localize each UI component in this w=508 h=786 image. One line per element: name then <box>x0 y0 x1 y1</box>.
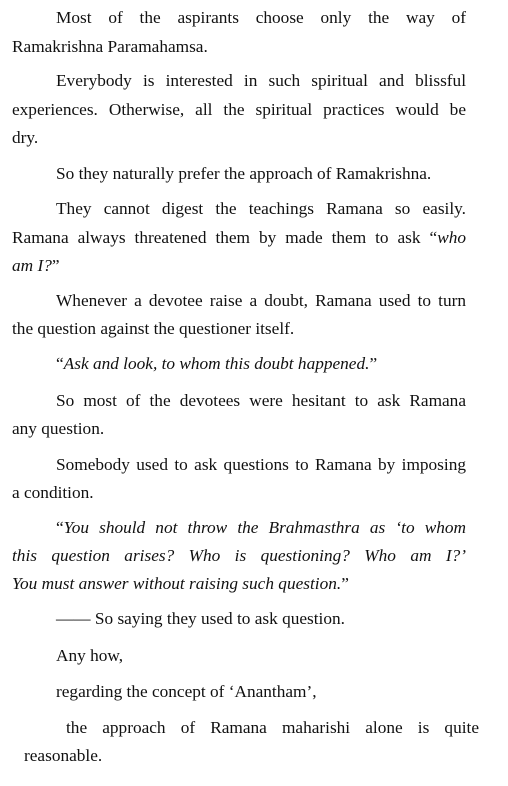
paragraph-1-line-1: Most of the aspirants choose only the way of <box>56 8 466 27</box>
paragraph-9-italic-3: You must answer without raising such question. <box>12 574 342 593</box>
paragraph-6-close-quote: ” <box>369 354 378 373</box>
paragraph-10-line-1: —— So saying they used to ask question. <box>56 609 345 628</box>
paragraph-3-line-1: So they naturally prefer the approach of Ramakrishna. <box>56 164 432 183</box>
paragraph-4-line-2-text: Ramana always threatened them by made them to ask “ <box>12 228 438 247</box>
paragraph-2-line-2: experiences. Otherwise, all the spiritual practices would be <box>12 100 466 119</box>
paragraph-1-line-2: Ramakrishna Paramahamsa. <box>12 37 208 56</box>
paragraph-4-line-3-italic: am I? <box>12 256 52 275</box>
paragraph-2-line-3: dry. <box>12 128 39 147</box>
paragraph-5-line-1: Whenever a devotee raise a doubt, Ramana used to turn <box>56 291 466 310</box>
paragraph-8-line-1: Somebody used to ask questions to Ramana by imposing <box>56 455 466 474</box>
paragraph-13-line-2: reasonable. <box>24 746 103 765</box>
paragraph-9-line-3 <box>12 573 349 595</box>
paragraph-6-quote <box>56 353 377 375</box>
paragraph-9-open-quote: “ <box>56 518 64 537</box>
paragraph-11-line-1: Any how, <box>56 646 124 665</box>
paragraph-9-line-2: this question arises? Who is questioning? Who am I?’ <box>12 546 466 565</box>
paragraph-6-open-quote: “ <box>56 354 64 373</box>
paragraph-9-italic-1: You should not throw the Brahmasthra as ‘to whom <box>63 518 466 537</box>
paragraph-9-line-1 <box>56 517 466 539</box>
paragraph-9-close-quote: ” <box>341 574 349 593</box>
paragraph-4-line-2-italic: who <box>437 228 466 247</box>
paragraph-6-italic: Ask and look, to whom this doubt happened. <box>63 354 370 373</box>
paragraph-8-line-2: a condition. <box>12 483 94 502</box>
paragraph-4-line-3-close-quote: ” <box>51 256 60 275</box>
paragraph-4-line-3 <box>12 255 60 277</box>
paragraph-4-line-1: They cannot digest the teachings Ramana so easily. <box>56 199 466 218</box>
paragraph-2-line-1: Everybody is interested in such spiritual and blissful <box>56 71 466 90</box>
paragraph-7-line-2: any question. <box>12 419 105 438</box>
paragraph-5-line-2: the question against the questioner itself. <box>12 319 295 338</box>
paragraph-4-line-2 <box>12 227 466 249</box>
paragraph-7-line-1: So most of the devotees were hesitant to ask Ramana <box>56 391 466 410</box>
paragraph-12-line-1: regarding the concept of ‘Anantham’, <box>56 682 317 701</box>
paragraph-13-line-1: the approach of Ramana maharishi alone is quite <box>66 718 479 737</box>
